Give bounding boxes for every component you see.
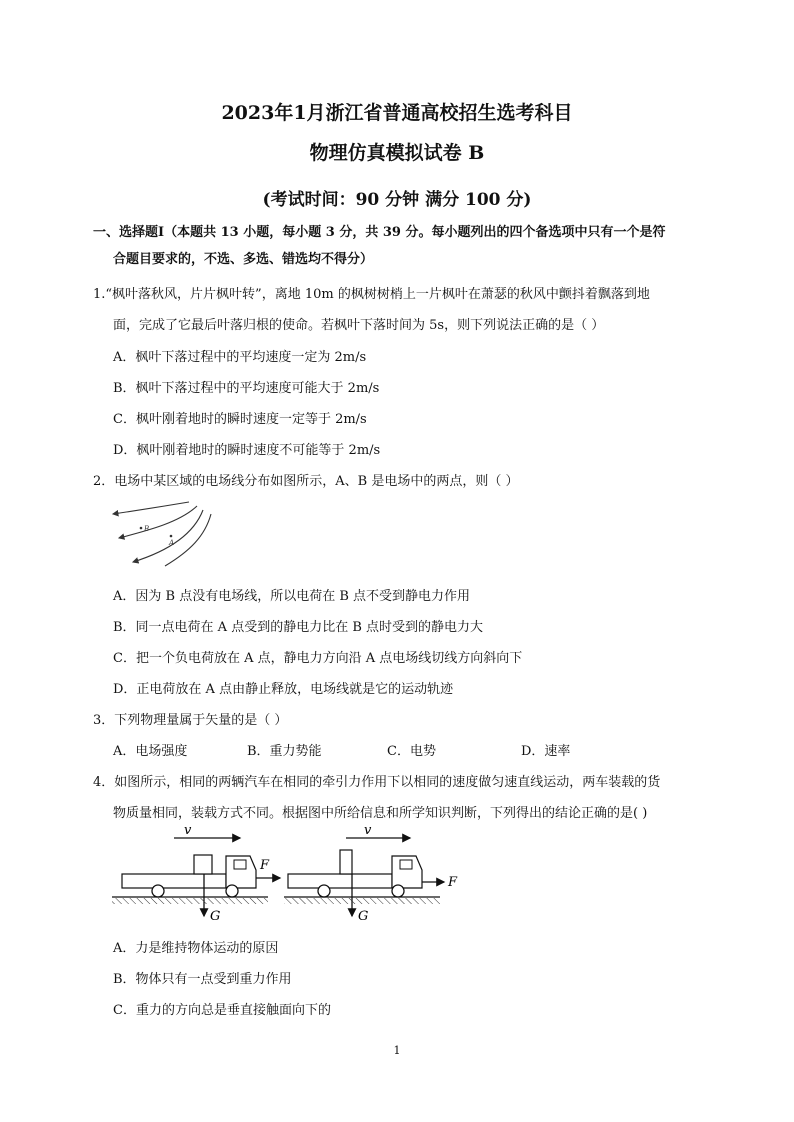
electric-field-figure — [105, 496, 215, 568]
ground-hatch-1 — [112, 898, 268, 904]
field-line-1 — [113, 502, 189, 514]
exam-info: (考试时间：90 分钟 满分 100 分) — [262, 190, 532, 210]
page-number: 1 — [393, 1044, 401, 1057]
question-4-option-a: A．力是维持物体运动的原因 — [113, 941, 279, 956]
question-1-option-c: C．枫叶刚着地时的瞬时速度一定等于 2m/s — [113, 412, 367, 427]
trucks-figure — [110, 822, 470, 924]
truck-1-rear-wheel — [152, 885, 164, 897]
question-4-option-c: C．重力的方向总是垂直接触面向下的 — [113, 1003, 331, 1018]
question-3-option-a: A．电场强度 — [113, 744, 188, 759]
velocity-label-2: v — [364, 823, 372, 838]
question-1-line2: 面，完成了它最后叶落归根的使命。若枫叶下落时间为 5s，则下列说法正确的是（ ） — [113, 318, 605, 333]
question-2-option-c: C．把一个负电荷放在 A 点，静电力方向沿 A 点电场线切线方向斜向下 — [113, 651, 523, 666]
question-2-stem: 2．电场中某区域的电场线分布如图所示，A、B 是电场中的两点，则（ ） — [93, 474, 519, 489]
point-b-dot — [140, 527, 143, 530]
question-4-option-b: B．物体只有一点受到重力作用 — [113, 972, 292, 987]
velocity-label-1: v — [184, 823, 192, 838]
truck-1-cargo — [194, 855, 212, 874]
point-a-label: A — [169, 539, 175, 547]
question-1-option-a: A．枫叶下落过程中的平均速度一定为 2m/s — [113, 350, 367, 365]
question-1-option-b: B．枫叶下落过程中的平均速度可能大于 2m/s — [113, 381, 380, 396]
truck-2-rear-wheel — [318, 885, 330, 897]
question-3-stem: 3．下列物理量属于矢量的是（ ） — [93, 713, 288, 728]
gravity-label-1: G — [210, 909, 221, 924]
question-1-line1: 1.“枫叶落秋风，片片枫叶转”，离地 10m 的枫树树梢上一片枫叶在萧瑟的秋风中颤抖着飘落到地 — [93, 287, 650, 302]
truck-1-front-wheel — [226, 885, 238, 897]
force-label-2: F — [448, 875, 458, 890]
force-label-1: F — [260, 858, 270, 873]
point-a-dot — [170, 535, 173, 538]
truck-2 — [284, 823, 458, 924]
title-line1: 2023年1月浙江省普通高校招生选考科目 — [221, 102, 573, 124]
truck-2-bed — [288, 874, 392, 888]
section-1-line2: 合题目要求的，不选、多选、错选均不得分） — [113, 252, 374, 267]
question-2-option-d: D．正电荷放在 A 点由静止释放，电场线就是它的运动轨迹 — [113, 682, 454, 697]
question-3-option-c: C．电势 — [387, 744, 436, 759]
question-3-option-d: D．速率 — [521, 744, 571, 759]
field-line-3 — [133, 510, 203, 562]
gravity-label-2: G — [358, 909, 369, 924]
ground-hatch-2 — [284, 898, 440, 904]
question-3-option-b: B．重力势能 — [247, 744, 322, 759]
question-4-line2: 物质量相同，装载方式不同。根据图中所给信息和所学知识判断，下列得出的结论正确的是( ) — [113, 806, 648, 821]
question-1-option-d: D．枫叶刚着地时的瞬时速度不可能等于 2m/s — [113, 443, 381, 458]
point-b-label: B — [144, 525, 150, 533]
truck-2-window — [400, 860, 412, 869]
section-1-line1: 一、选择题Ⅰ（本题共 13 小题，每小题 3 分，共 39 分。每小题列出的四个备选项中只有一个是符 — [93, 225, 666, 240]
truck-1-window — [234, 860, 246, 869]
question-2-option-a: A．因为 B 点没有电场线，所以电荷在 B 点不受到静电力作用 — [113, 589, 471, 604]
truck-2-cargo — [340, 850, 352, 874]
question-2-option-b: B．同一点电荷在 A 点受到的静电力比在 B 点时受到的静电力大 — [113, 620, 484, 635]
question-4-line1: 4．如图所示，相同的两辆汽车在相同的牵引力作用下以相同的速度做匀速直线运动，两车装载的货 — [93, 775, 661, 790]
truck-2-front-wheel — [392, 885, 404, 897]
truck-1 — [112, 823, 280, 924]
truck-1-bed — [122, 874, 226, 888]
title-line2: 物理仿真模拟试卷 B — [309, 142, 485, 164]
